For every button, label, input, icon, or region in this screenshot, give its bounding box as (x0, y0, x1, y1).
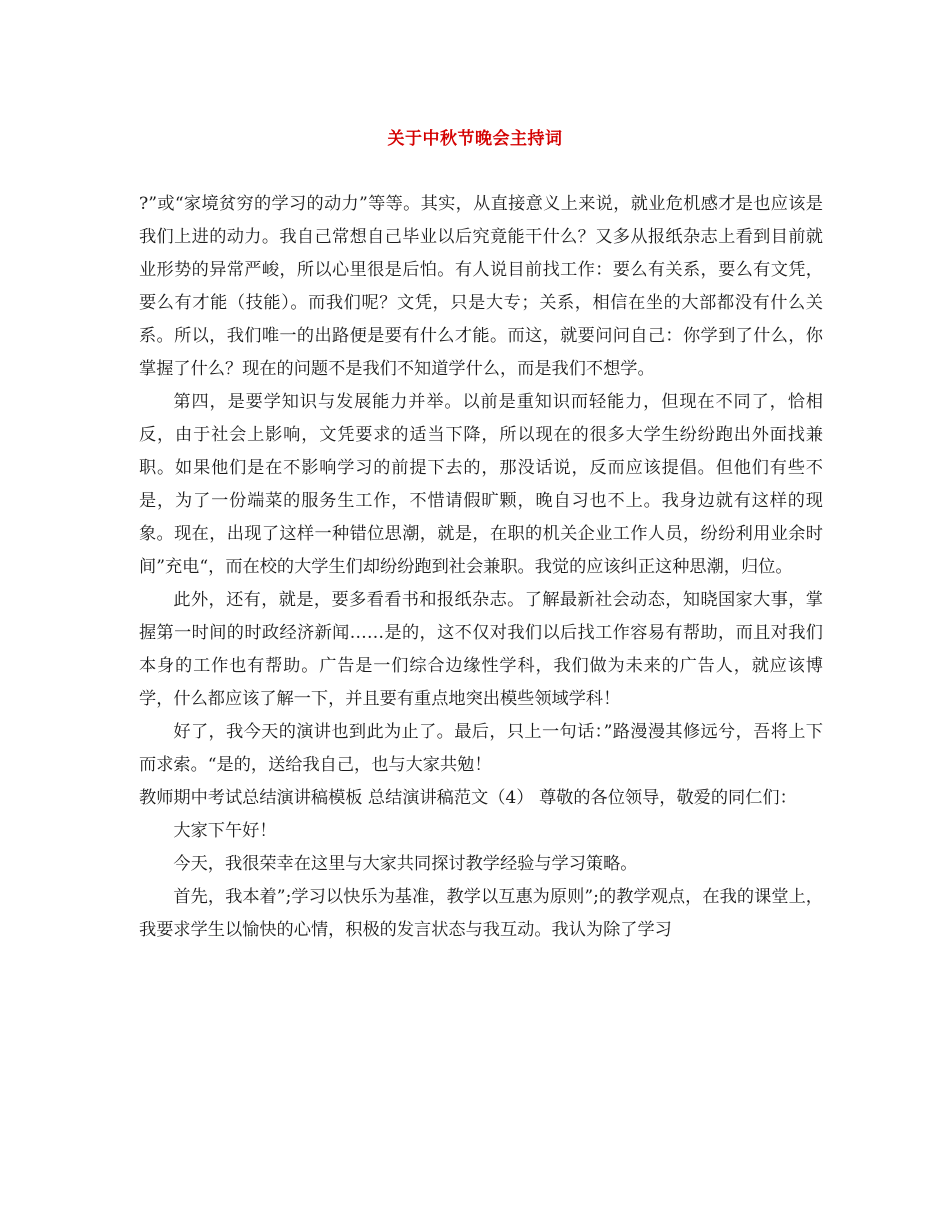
document-body (139, 188, 823, 947)
document-title: 关于中秋节晚会主持词 (387, 129, 563, 149)
paragraph-7: 今天，我很荣幸在这里与大家共同探讨教学经验与学习策略。 (173, 854, 638, 874)
paragraph-4: 好了，我今天的演讲也到此为止了。最后，只上一句话：”路漫漫其修远兮，吾将上下而求索。“是的，送给我自己，也与大家共勉！ (139, 722, 823, 775)
paragraph-8: 首先，我本着”;学习以快乐为基准，教学以互惠为原则”;的教学观点，在我的课堂上，我要求学生以愉快的心情，积极的发言状态与我互动。我认为除了学习 (139, 887, 823, 940)
paragraph-2: 第四，是要学知识与发展能力并举。以前是重知识而轻能力，但现在不同了，恰相反，由于社会上影响，文凭要求的适当下降，所以现在的很多大学生纷纷跑出外面找兼职。如果他们是在不影响学习的前提下去的，那没话说，反而应该提倡。但他们有些不是，为了一份端菜的服务生工作，不惜请假旷颗，晚自习也不上。我身边就有这样的现象。现在，出现了这样一种错位思潮，就是，在职的机关企业工作人员，纷纷利用业余时间”充电“，而在校的大学生们却纷纷跑到社会兼职。我觉的应该纠正这种思潮，归位。 (139, 392, 823, 577)
paragraph-5: 教师期中考试总结演讲稿模板 总结演讲稿范文（4） 尊敬的各位领导，敬爱的同仁们： (139, 788, 797, 808)
paragraph-1: ?”或“家境贫穷的学习的动力”等等。其实，从直接意义上来说，就业危机感才是也应该是我们上进的动力。我自己常想自己毕业以后究竟能干什么？又多从报纸杂志上看到目前就业形势的异常严峻，所以心里很是后怕。有人说目前找工作：要么有关系，要么有文凭，要么有才能（技能）。而我们呢？文凭，只是大专；关系，相信在坐的大部都没有什么关系。所以，我们唯一的出路便是要有什么才能。而这，就要问问自己：你学到了什么，你掌握了什么？现在的问题不是我们不知道学什么，而是我们不想学。 (139, 194, 823, 379)
paragraph-3: 此外，还有，就是，要多看看书和报纸杂志。了解最新社会动态，知晓国家大事，掌握第一时间的时政经济新闻……是的，这不仅对我们以后找工作容易有帮助，而且对我们本身的工作也有帮助。广告是一们综合边缘性学科，我们做为未来的广告人，就应该博学，什么都应该了解一下，并且要有重点地突出模些领域学科！ (139, 590, 823, 709)
paragraph-6: 大家下午好！ (173, 821, 277, 841)
